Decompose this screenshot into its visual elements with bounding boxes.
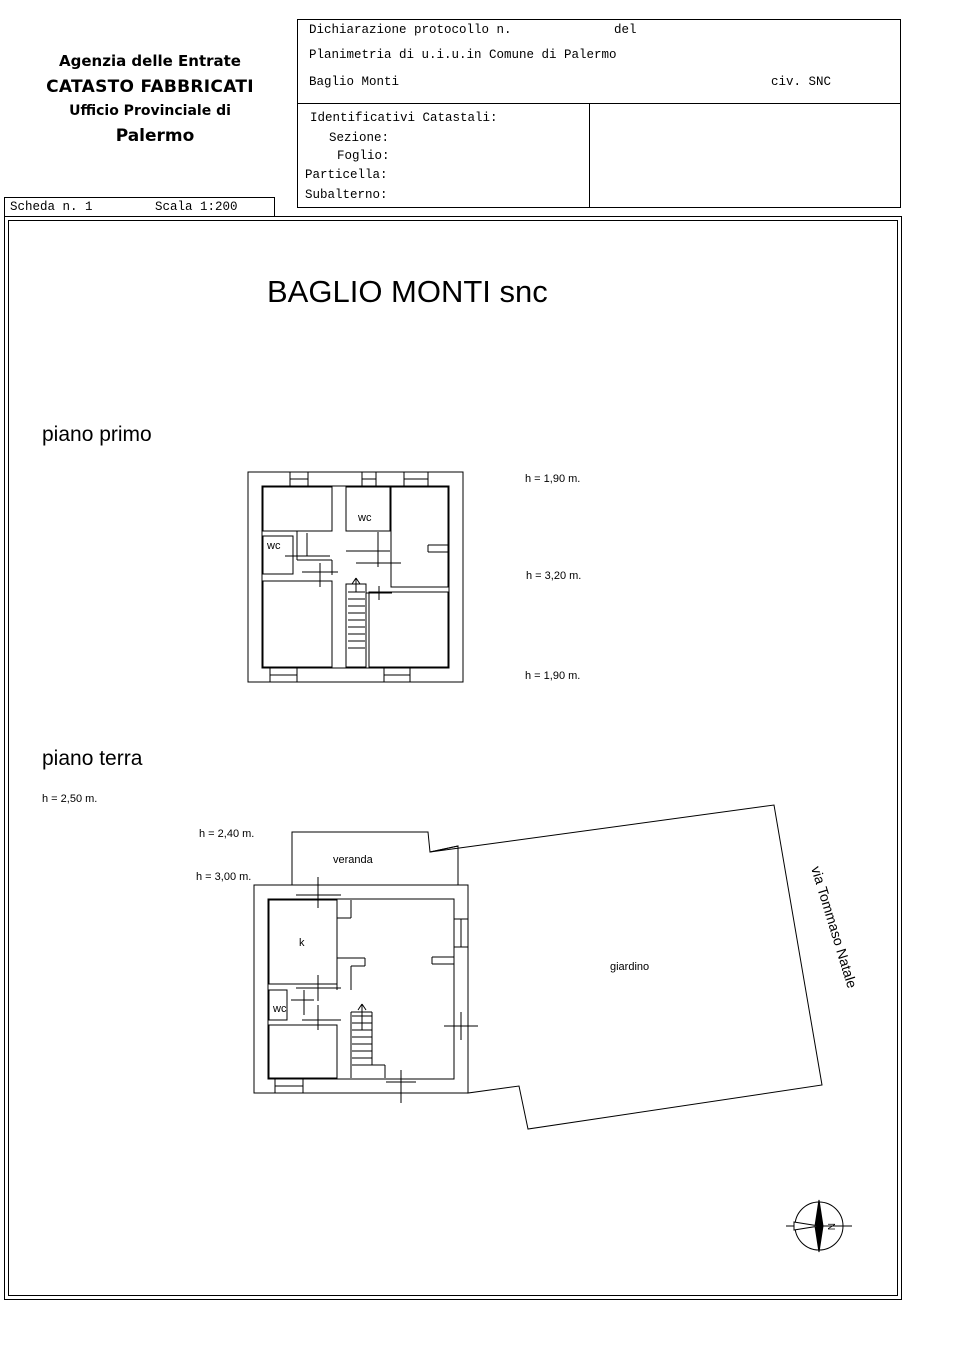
ground-floor-label: piano terra [42,747,143,770]
parcel-label: Particella: [305,168,388,182]
veranda-label: veranda [333,854,373,866]
upper-height-top: h = 1,90 m. [525,473,581,485]
office-label: Ufficio Provinciale di [69,103,231,119]
kitchen-label: k [299,937,305,949]
declaration-date-label: del [614,23,637,37]
agency-name: Agenzia delle Entrate [59,52,241,70]
garden-label: giardino [610,961,650,973]
office-city: Palermo [115,126,195,146]
drawing-title: BAGLIO MONTI snc [267,274,548,309]
north-arrow-icon [786,1200,852,1252]
upper-floor-label: piano primo [42,423,152,446]
registry-name: CATASTO FABBRICATI [46,77,254,97]
property-address: Baglio Monti [309,75,400,89]
upper-wc-label-2: wc [267,540,281,552]
upper-height-mid: h = 3,20 m. [526,570,582,582]
planimetry-municipality: Planimetria di u.i.u.in Comune di Palermo [309,48,617,62]
declaration-protocol: Dichiarazione protocollo n. [309,23,512,37]
scale: Scala 1:200 [155,200,238,214]
ground-height-general: h = 2,50 m. [42,793,98,805]
north-label: N [825,1223,836,1231]
section-label: Sezione: [329,131,390,145]
civic-number: civ. SNC [771,75,832,89]
veranda-height: h = 2,40 m. [199,828,255,840]
house-height: h = 3,00 m. [196,871,252,883]
upper-wc-label-1: wc [358,512,372,524]
street-label: via Tommaso Natale [808,864,861,990]
cadastral-identifiers-label: Identificativi Catastali: [310,111,498,125]
sheet-number: Scheda n. 1 [10,200,93,214]
upper-floor-plan [248,472,463,682]
subunit-label: Subalterno: [305,188,388,202]
sheet-label: Foglio: [337,149,390,163]
ground-wc-label: wc [273,1003,287,1015]
upper-height-bottom: h = 1,90 m. [525,670,581,682]
